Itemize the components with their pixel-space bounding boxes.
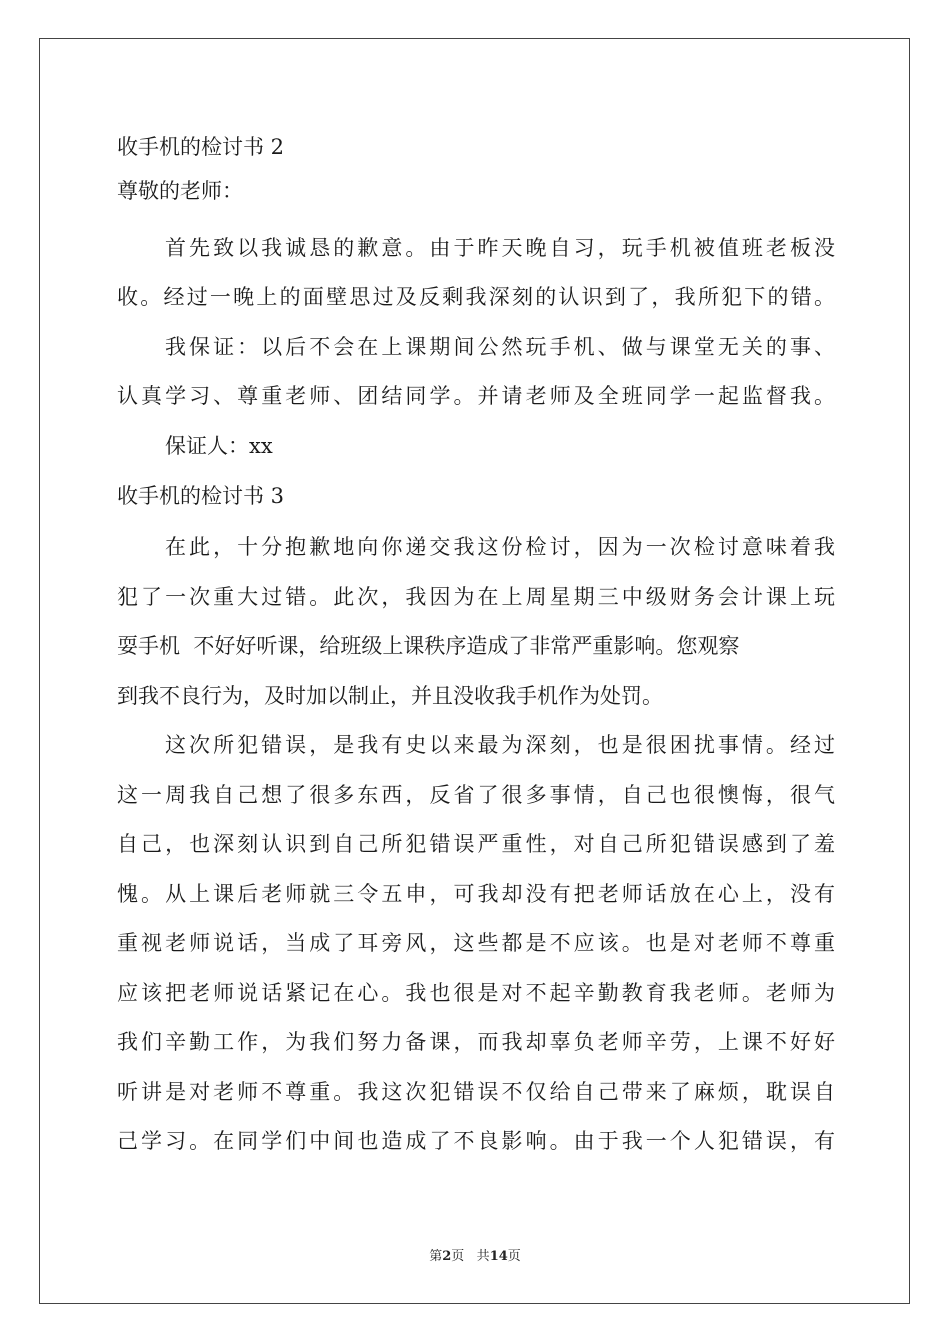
section-title: 收手机的检讨书 2 (117, 135, 285, 159)
paragraph-line: 收。经过一晚上的面壁思过及反剩我深刻的认识到了，我所犯下的错。 (117, 285, 835, 309)
paragraph-line: 耍手机 不好好听课，给班级上课秩序造成了非常严重影响。您观察 (117, 634, 740, 658)
paragraph-line: 我保证：以后不会在上课期间公然玩手机、做与课堂无关的事、 (165, 335, 835, 359)
total-prefix: 共 (476, 1249, 490, 1264)
page-unit: 页 (451, 1249, 465, 1264)
page-current: 2 (442, 1249, 452, 1264)
paragraph-line: 听讲是对老师不尊重。我这次犯错误不仅给自己带来了麻烦，耽误自 (117, 1080, 835, 1104)
paragraph-line: 重视老师说话，当成了耳旁风，这些都是不应该。也是对老师不尊重 (117, 931, 835, 955)
section-title: 收手机的检讨书 3 (117, 484, 285, 508)
paragraph-line: 自己，也深刻认识到自己所犯错误严重性，对自己所犯错误感到了羞 (117, 832, 835, 856)
paragraph-line: 我们辛勤工作，为我们努力备课，而我却辜负老师辛劳，上课不好好 (117, 1030, 835, 1054)
salutation: 尊敬的老师： (117, 179, 243, 203)
paragraph-line: 应该把老师说话紧记在心。我也很是对不起辛勤教育我老师。老师为 (117, 981, 835, 1005)
paragraph-line: 这一周我自己想了很多东西，反省了很多事情，自己也很懊悔，很气 (117, 783, 835, 807)
paragraph-line: 愧。从上课后老师就三令五申，可我却没有把老师话放在心上，没有 (117, 882, 835, 906)
page-total: 14 (489, 1249, 508, 1264)
page-prefix: 第 (429, 1249, 443, 1264)
signature-line: 保证人：xx (165, 434, 273, 458)
paragraph-line: 在此，十分抱歉地向你递交我这份检讨，因为一次检讨意味着我 (165, 535, 835, 559)
paragraph-line: 己学习。在同学们中间也造成了不良影响。由于我一个人犯错误，有 (117, 1129, 835, 1153)
paragraph-line: 首先致以我诚恳的歉意。由于昨天晚自习，玩手机被值班老板没 (165, 236, 835, 260)
paragraph-line: 这次所犯错误，是我有史以来最为深刻，也是很困扰事情。经过 (165, 733, 835, 757)
page-footer (0, 1245, 950, 1264)
paragraph-line: 到我不良行为，及时加以制止，并且没收我手机作为处罚。 (117, 684, 663, 708)
total-unit: 页 (507, 1249, 521, 1264)
paragraph-line: 犯了一次重大过错。此次，我因为在上周星期三中级财务会计课上玩 (117, 585, 835, 609)
paragraph-line: 认真学习、尊重老师、团结同学。并请老师及全班同学一起监督我。 (117, 384, 835, 408)
